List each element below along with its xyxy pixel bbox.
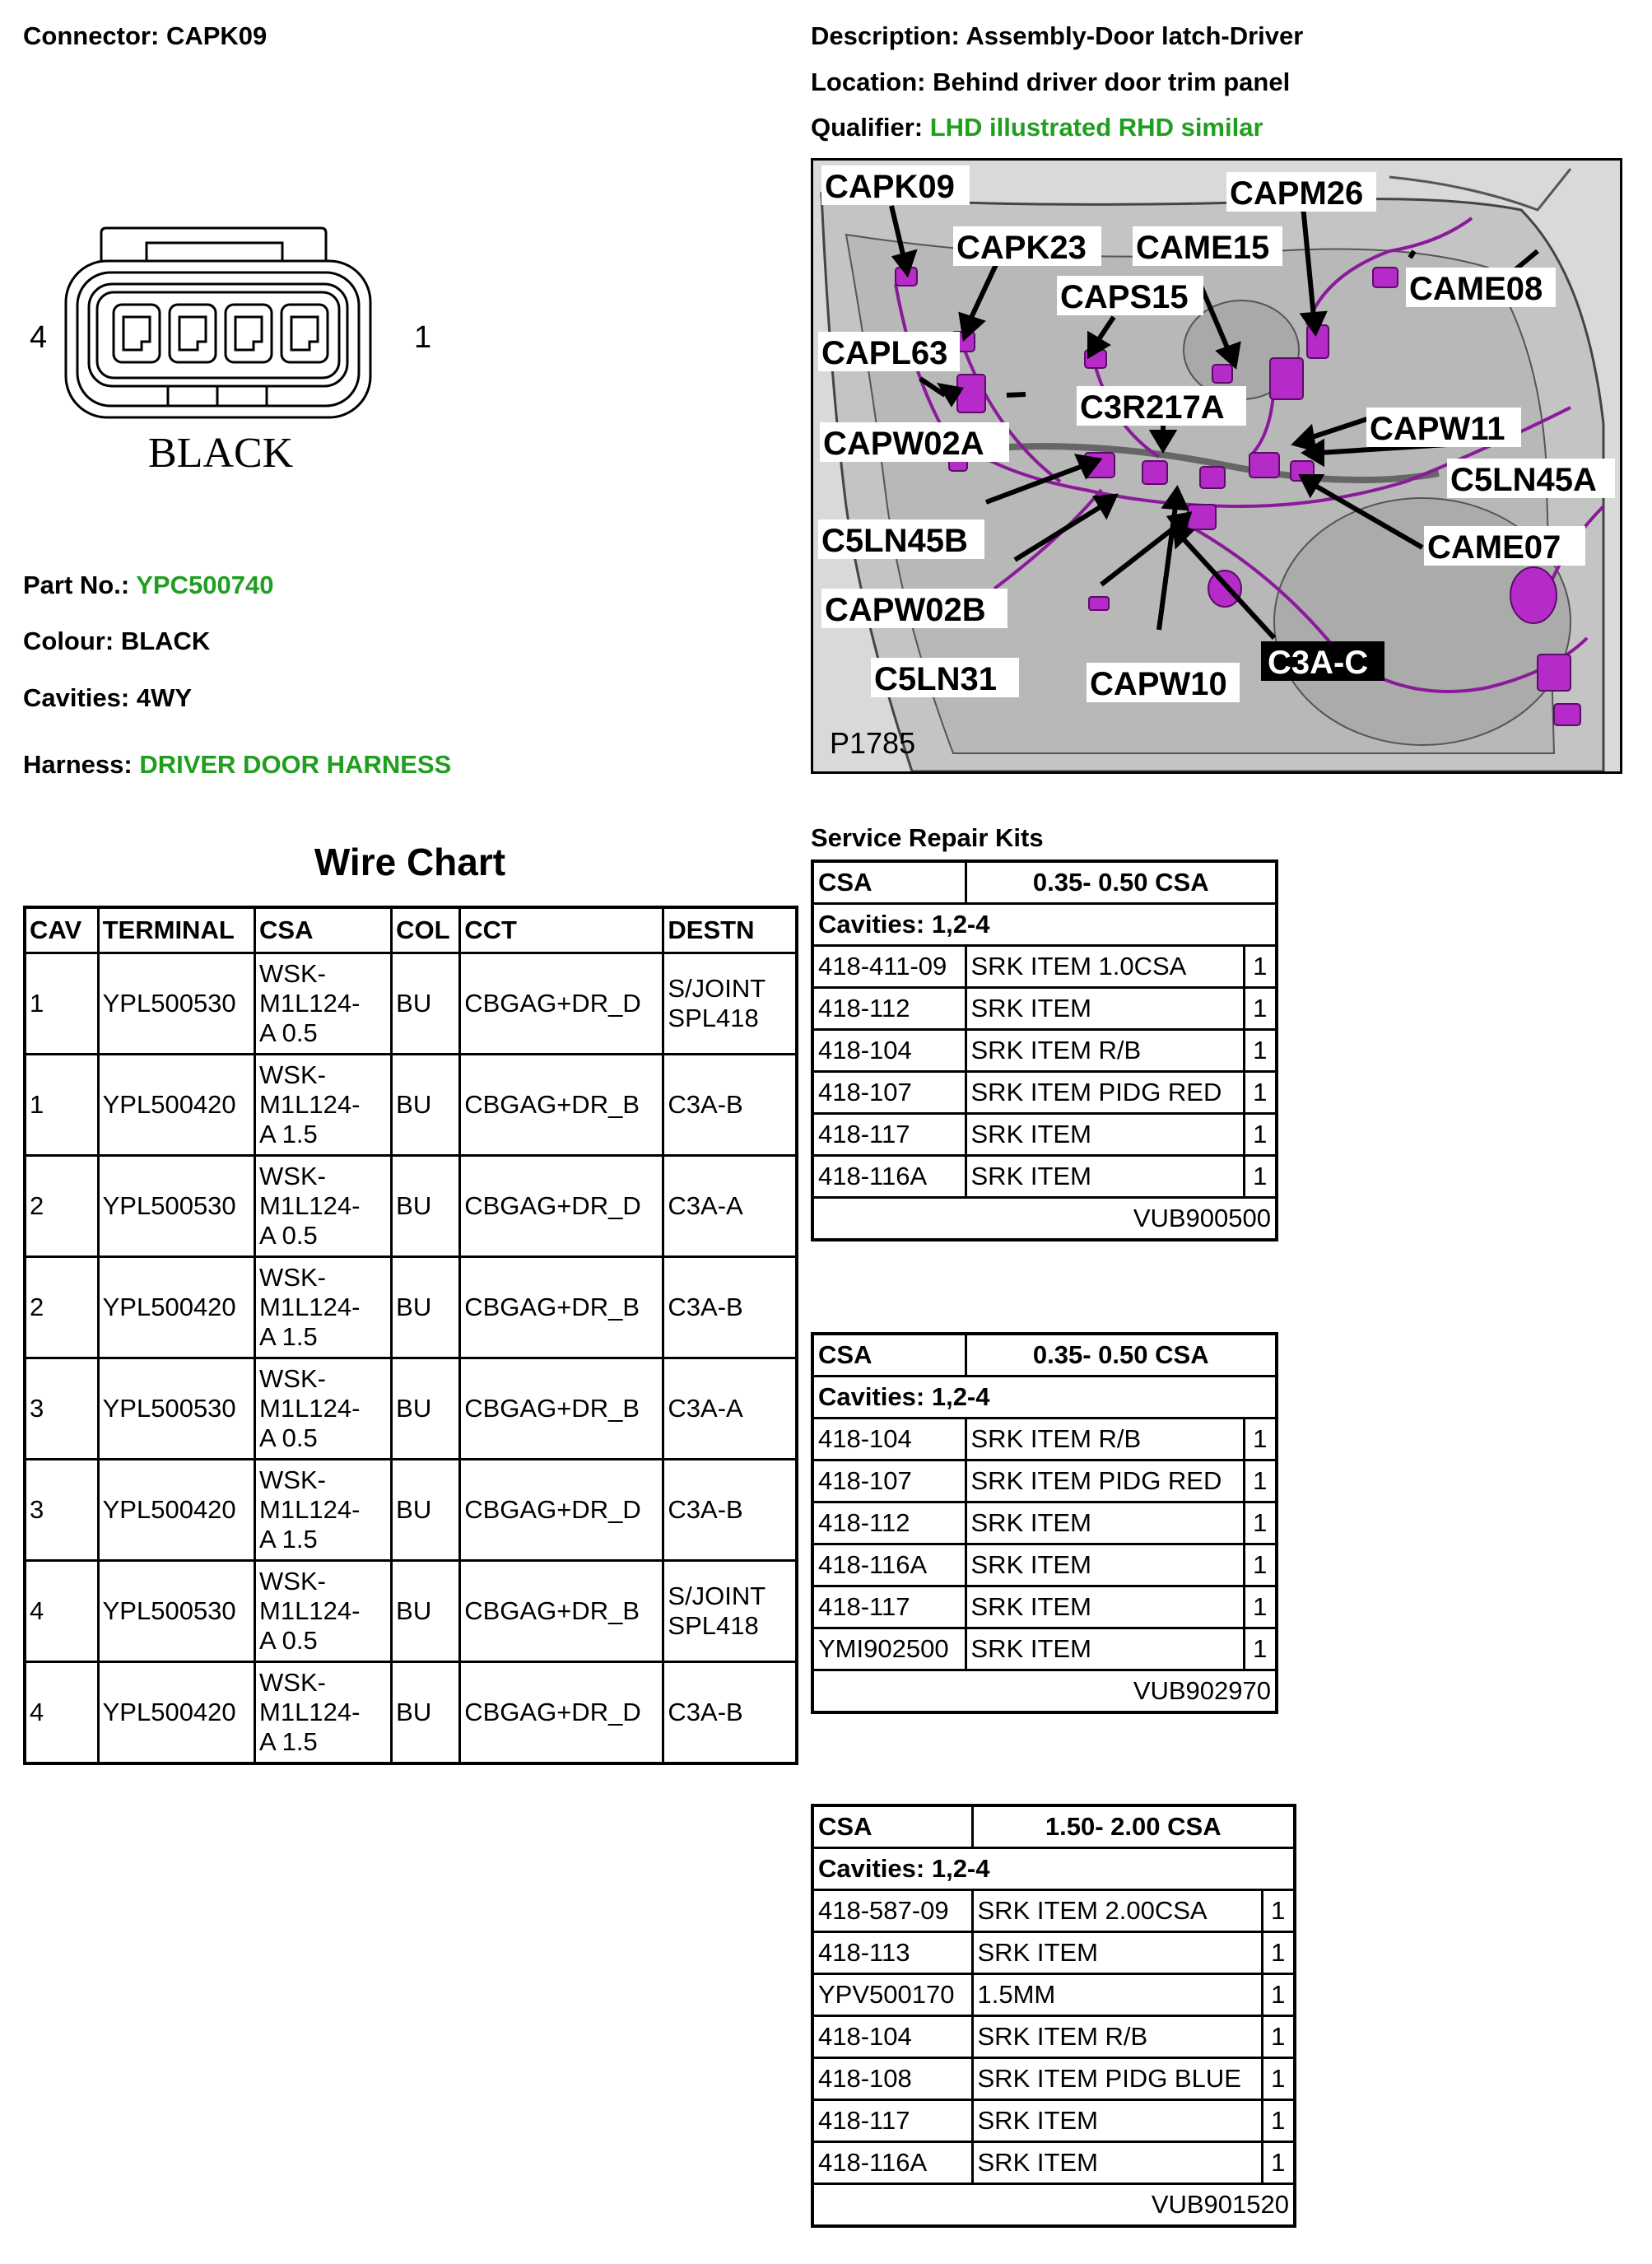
csa-line: M1L124- <box>259 1293 361 1321</box>
col-cell: BU <box>392 1460 460 1561</box>
csa-line: M1L124- <box>259 989 361 1018</box>
col-cell: BU <box>392 1055 460 1156</box>
pin-left-label: 4 <box>30 320 48 355</box>
cav-cell: 4 <box>25 1561 98 1662</box>
destn-cell <box>663 953 797 1055</box>
kit-item-qty: 1 <box>1244 1114 1277 1156</box>
kit-item-part: 418-113 <box>812 1932 972 1974</box>
kit-item-row <box>812 988 1277 1030</box>
destn-cell <box>663 1156 797 1257</box>
destn-cell <box>663 1055 797 1156</box>
label-came08: CAME08 <box>1409 271 1543 307</box>
kit-item-part: 418-116A <box>812 2142 972 2184</box>
cav-cell: 2 <box>25 1156 98 1257</box>
kit-item-part: 418-112 <box>812 1502 966 1544</box>
kit-cavities-row <box>812 1848 1295 1890</box>
kit-item-qty: 1 <box>1244 946 1277 988</box>
kit-csa-range: 1.50- 2.00 CSA <box>972 1805 1295 1848</box>
kit-item-qty: 1 <box>1262 2142 1295 2184</box>
terminal-cell: YPL500530 <box>98 1156 254 1257</box>
label-c3r217a: C3R217A <box>1080 389 1225 426</box>
kit-item-part: 418-107 <box>812 1460 966 1502</box>
harness-location-illustration <box>811 158 1622 774</box>
csa-line: WSK- <box>259 1567 326 1596</box>
cavities-label: Cavities: <box>23 683 130 712</box>
table-row <box>25 1257 797 1358</box>
destn-cell <box>663 1460 797 1561</box>
csa-line: WSK- <box>259 1060 326 1089</box>
kit-item-row <box>812 946 1277 988</box>
destn-cell <box>663 1358 797 1460</box>
header-terminal: TERMINAL <box>98 907 254 953</box>
part-value: YPC500740 <box>136 571 274 599</box>
kit-csa-label: CSA <box>812 861 966 904</box>
destn-line: C3A-B <box>668 1293 743 1321</box>
table-row <box>25 1055 797 1156</box>
kit-item-part: 418-117 <box>812 1586 966 1628</box>
kit-item-row <box>812 1628 1277 1670</box>
terminal-cell: YPL500420 <box>98 1055 254 1156</box>
col-cell: BU <box>392 1257 460 1358</box>
kit-item-part: 418-117 <box>812 2100 972 2142</box>
label-capl63: CAPL63 <box>821 335 948 371</box>
kit-item-desc: SRK ITEM <box>966 1586 1244 1628</box>
kit-item-qty: 1 <box>1244 1156 1277 1198</box>
kit-cavities: Cavities: 1,2-4 <box>812 1377 1277 1418</box>
kit-item-qty: 1 <box>1244 1072 1277 1114</box>
label-capw10: CAPW10 <box>1090 666 1227 702</box>
kit-item-row <box>812 2058 1295 2100</box>
service-kits-title: Service Repair Kits <box>811 823 1044 852</box>
col-cell: BU <box>392 953 460 1055</box>
kit-header-row <box>812 1334 1277 1377</box>
header-csa: CSA <box>255 907 392 953</box>
wire-chart-body <box>25 953 797 1764</box>
label-c5ln45a: C5LN45A <box>1450 462 1597 498</box>
kit-item-part: 418-411-09 <box>812 946 966 988</box>
kit-cavities: Cavities: 1,2-4 <box>812 904 1277 946</box>
kit-number: VUB900500 <box>812 1198 1277 1241</box>
kit-item-part: 418-104 <box>812 2016 972 2058</box>
description-label: Description: <box>811 21 960 50</box>
part-number-line <box>23 571 273 600</box>
table-row <box>25 1460 797 1561</box>
kit-item-part: 418-112 <box>812 988 966 1030</box>
kit-number: VUB901520 <box>812 2184 1295 2227</box>
col-cell: BU <box>392 1662 460 1764</box>
kit-item-desc: SRK ITEM <box>972 2142 1262 2184</box>
csa-line: M1L124- <box>259 1495 361 1524</box>
destn-line: SPL418 <box>668 1611 759 1640</box>
kit-cavities: Cavities: 1,2-4 <box>812 1848 1295 1890</box>
csa-line: WSK- <box>259 1364 326 1393</box>
kit-item-qty: 1 <box>1244 1460 1277 1502</box>
csa-line: A 0.5 <box>259 1626 318 1655</box>
diagram-code: P1785 <box>830 726 916 760</box>
kit-item-row <box>812 2100 1295 2142</box>
csa-line: M1L124- <box>259 1191 361 1220</box>
location-line <box>811 68 1290 97</box>
kit-item-desc: SRK ITEM 1.0CSA <box>966 946 1244 988</box>
cav-cell: 3 <box>25 1358 98 1460</box>
terminal-cell: YPL500530 <box>98 1561 254 1662</box>
kit-item-qty: 1 <box>1244 1418 1277 1460</box>
cav-cell: 1 <box>25 953 98 1055</box>
kit-item-desc: 1.5MM <box>972 1974 1262 2016</box>
csa-line: A 1.5 <box>259 1322 318 1351</box>
terminal-cell: YPL500530 <box>98 1358 254 1460</box>
harness-value: DRIVER DOOR HARNESS <box>139 750 452 779</box>
kit-item-part: 418-107 <box>812 1072 966 1114</box>
kit-item-qty: 1 <box>1244 988 1277 1030</box>
kit-item-qty: 1 <box>1262 2058 1295 2100</box>
kit-csa-label: CSA <box>812 1805 972 1848</box>
cavities-line <box>23 683 192 713</box>
csa-line: A 1.5 <box>259 1727 318 1756</box>
qualifier-line <box>811 113 1263 142</box>
csa-cell <box>255 1460 392 1561</box>
service-kit-3 <box>811 1804 1296 2228</box>
csa-cell <box>255 1662 392 1764</box>
header-cct: CCT <box>460 907 663 953</box>
kit-item-desc: SRK ITEM PIDG BLUE <box>972 2058 1262 2100</box>
kit-item-desc: SRK ITEM 2.00CSA <box>972 1890 1262 1932</box>
qualifier-value: LHD illustrated RHD similar <box>929 113 1263 142</box>
kit-item-qty: 1 <box>1262 1890 1295 1932</box>
csa-cell <box>255 1561 392 1662</box>
harness-label: Harness: <box>23 750 133 779</box>
label-capm26: CAPM26 <box>1230 175 1364 212</box>
kit-item-desc: SRK ITEM R/B <box>966 1418 1244 1460</box>
table-row <box>25 953 797 1055</box>
label-caps15: CAPS15 <box>1060 279 1189 315</box>
kit-item-desc: SRK ITEM PIDG RED <box>966 1072 1244 1114</box>
header-col: COL <box>392 907 460 953</box>
destn-line: C3A-B <box>668 1495 743 1524</box>
csa-cell <box>255 953 392 1055</box>
csa-line: WSK- <box>259 1162 326 1190</box>
kit-number-row <box>812 1670 1277 1713</box>
destn-line: C3A-A <box>668 1394 743 1423</box>
kit-item-desc: SRK ITEM <box>966 1114 1244 1156</box>
csa-cell <box>255 1055 392 1156</box>
kit-cavities-row <box>812 1377 1277 1418</box>
kit-item-part: 418-108 <box>812 2058 972 2100</box>
kit-item-part: YMI902500 <box>812 1628 966 1670</box>
label-capk09: CAPK09 <box>825 169 955 205</box>
csa-line: WSK- <box>259 1263 326 1292</box>
destn-line: C3A-A <box>668 1191 743 1220</box>
col-cell: BU <box>392 1561 460 1662</box>
header-destn: DESTN <box>663 907 797 953</box>
destn-cell <box>663 1662 797 1764</box>
destn-cell <box>663 1257 797 1358</box>
csa-line: WSK- <box>259 959 326 988</box>
kit-item-qty: 1 <box>1244 1544 1277 1586</box>
qualifier-label: Qualifier: <box>811 113 924 142</box>
label-capk23: CAPK23 <box>956 230 1087 266</box>
csa-line: M1L124- <box>259 1698 361 1726</box>
table-row <box>25 1662 797 1764</box>
csa-line: A 0.5 <box>259 1423 318 1452</box>
pin-right-label: 1 <box>414 320 432 355</box>
kit-item-qty: 1 <box>1244 1030 1277 1072</box>
label-came07: CAME07 <box>1427 529 1561 566</box>
connector-face-drawing <box>23 218 435 490</box>
kit-item-row <box>812 1418 1277 1460</box>
terminal-cell: YPL500420 <box>98 1460 254 1561</box>
kit-item-qty: 1 <box>1262 1974 1295 2016</box>
destn-cell <box>663 1561 797 1662</box>
kit-item-part: 418-587-09 <box>812 1890 972 1932</box>
location-label: Location: <box>811 68 926 96</box>
destn-line: S/JOINT <box>668 1582 766 1610</box>
table-row <box>25 1561 797 1662</box>
kit-item-desc: SRK ITEM <box>972 1932 1262 1974</box>
kit-item-part: 418-104 <box>812 1030 966 1072</box>
kit-item-desc: SRK ITEM PIDG RED <box>966 1460 1244 1502</box>
cct-cell: CBGAG+DR_D <box>460 1662 663 1764</box>
cav-cell: 3 <box>25 1460 98 1561</box>
kit-item-part: 418-104 <box>812 1418 966 1460</box>
colour-line <box>23 627 210 656</box>
destn-line: C3A-B <box>668 1698 743 1726</box>
colour-label: BLACK <box>148 430 294 477</box>
description-value: Assembly-Door latch-Driver <box>966 21 1304 50</box>
destn-line: C3A-B <box>668 1090 743 1119</box>
cct-cell: CBGAG+DR_B <box>460 1257 663 1358</box>
kit-item-row <box>812 1072 1277 1114</box>
kit-item-part: 418-117 <box>812 1114 966 1156</box>
csa-line: M1L124- <box>259 1090 361 1119</box>
cav-cell: 2 <box>25 1257 98 1358</box>
kit-csa-range: 0.35- 0.50 CSA <box>966 861 1277 904</box>
kit-item-qty: 1 <box>1262 2016 1295 2058</box>
terminal-cell: YPL500420 <box>98 1257 254 1358</box>
colour-info-value: BLACK <box>120 627 211 655</box>
cct-cell: CBGAG+DR_B <box>460 1055 663 1156</box>
kit-item-desc: SRK ITEM <box>966 1628 1244 1670</box>
kit-item-part: YPV500170 <box>812 1974 972 2016</box>
header-cav: CAV <box>25 907 98 953</box>
csa-cell <box>255 1358 392 1460</box>
kit-item-row <box>812 1502 1277 1544</box>
kit-item-row <box>812 1890 1295 1932</box>
csa-line: WSK- <box>259 1668 326 1697</box>
kit-item-desc: SRK ITEM R/B <box>972 2016 1262 2058</box>
table-row <box>25 1358 797 1460</box>
kit-item-row <box>812 2016 1295 2058</box>
kit-item-row <box>812 2142 1295 2184</box>
connector-line <box>23 21 267 51</box>
destn-line: SPL418 <box>668 1004 759 1032</box>
part-label: Part No.: <box>23 571 130 599</box>
label-came15: CAME15 <box>1136 230 1270 266</box>
cct-cell: CBGAG+DR_B <box>460 1358 663 1460</box>
cct-cell: CBGAG+DR_D <box>460 1460 663 1561</box>
service-kit-2 <box>811 1332 1278 1714</box>
kit-item-row <box>812 1460 1277 1502</box>
kit-item-qty: 1 <box>1244 1502 1277 1544</box>
kit-csa-range: 0.35- 0.50 CSA <box>966 1334 1277 1377</box>
terminal-cell: YPL500420 <box>98 1662 254 1764</box>
kit-header-row <box>812 1805 1295 1848</box>
csa-cell <box>255 1257 392 1358</box>
terminal-cell: YPL500530 <box>98 953 254 1055</box>
location-value: Behind driver door trim panel <box>933 68 1291 96</box>
label-c5ln31: C5LN31 <box>874 661 997 697</box>
kit-number-row <box>812 1198 1277 1241</box>
kit-item-part: 418-116A <box>812 1544 966 1586</box>
kit-item-row <box>812 1544 1277 1586</box>
kit-item-row <box>812 1932 1295 1974</box>
harness-line <box>23 750 451 780</box>
kit-cavities-row <box>812 904 1277 946</box>
label-c3a-c: C3A-C <box>1268 645 1369 681</box>
connector-value: CAPK09 <box>165 21 268 50</box>
kit-number-row <box>812 2184 1295 2227</box>
kit-item-desc: SRK ITEM <box>966 988 1244 1030</box>
description-line <box>811 21 1303 51</box>
cavities-value: 4WY <box>136 683 193 712</box>
cct-cell: CBGAG+DR_D <box>460 953 663 1055</box>
wire-chart-table <box>23 906 798 1765</box>
csa-line: A 1.5 <box>259 1525 318 1554</box>
kit-item-row <box>812 1114 1277 1156</box>
csa-line: WSK- <box>259 1465 326 1494</box>
kit-item-desc: SRK ITEM <box>972 2100 1262 2142</box>
kit-item-row <box>812 1974 1295 2016</box>
door-diagram <box>813 161 1620 771</box>
label-capw11: CAPW11 <box>1370 411 1505 447</box>
kit-item-desc: SRK ITEM <box>966 1156 1244 1198</box>
kit-item-qty: 1 <box>1244 1586 1277 1628</box>
kit-item-desc: SRK ITEM <box>966 1544 1244 1586</box>
wire-chart-header-row <box>25 907 797 953</box>
cav-cell: 4 <box>25 1662 98 1764</box>
cct-cell: CBGAG+DR_D <box>460 1156 663 1257</box>
kit-item-row <box>812 1586 1277 1628</box>
csa-line: A 1.5 <box>259 1120 318 1148</box>
csa-line: A 0.5 <box>259 1018 318 1047</box>
cct-cell: CBGAG+DR_B <box>460 1561 663 1662</box>
kit-item-desc: SRK ITEM <box>966 1502 1244 1544</box>
col-cell: BU <box>392 1156 460 1257</box>
destn-line: S/JOINT <box>668 974 766 1003</box>
csa-line: A 0.5 <box>259 1221 318 1250</box>
kit-item-part: 418-116A <box>812 1156 966 1198</box>
csa-line: M1L124- <box>259 1394 361 1423</box>
colour-info-label: Colour: <box>23 627 114 655</box>
kit-csa-label: CSA <box>812 1334 966 1377</box>
connector-label: Connector: <box>23 21 160 50</box>
csa-cell <box>255 1156 392 1257</box>
kit-header-row <box>812 861 1277 904</box>
kit-item-row <box>812 1156 1277 1198</box>
kit-number: VUB902970 <box>812 1670 1277 1713</box>
kit-item-qty: 1 <box>1262 1932 1295 1974</box>
wire-chart-title: Wire Chart <box>314 841 506 883</box>
label-capw02a: CAPW02A <box>823 426 984 462</box>
kit-item-qty: 1 <box>1262 2100 1295 2142</box>
cav-cell: 1 <box>25 1055 98 1156</box>
col-cell: BU <box>392 1358 460 1460</box>
label-capw02b: CAPW02B <box>825 592 986 628</box>
service-kit-1 <box>811 859 1278 1241</box>
kit-item-qty: 1 <box>1244 1628 1277 1670</box>
table-row <box>25 1156 797 1257</box>
kit-item-desc: SRK ITEM R/B <box>966 1030 1244 1072</box>
kit-item-row <box>812 1030 1277 1072</box>
label-c5ln45b: C5LN45B <box>821 523 968 559</box>
csa-line: M1L124- <box>259 1596 361 1625</box>
